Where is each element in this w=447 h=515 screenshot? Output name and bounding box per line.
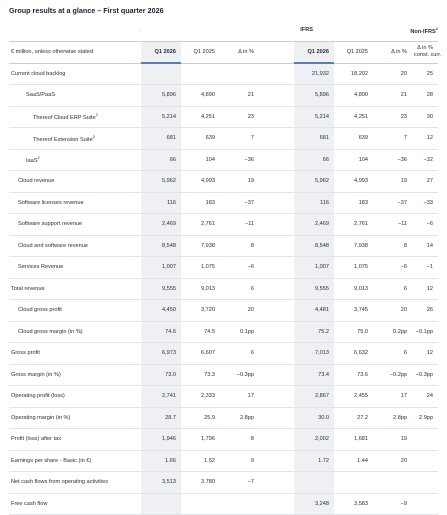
value-cell	[412, 429, 438, 451]
value-cell: 2,469	[294, 214, 334, 236]
gap-cell	[259, 257, 294, 279]
value-cell: 73.3	[181, 364, 220, 386]
row-label	[9, 364, 141, 386]
value-cell: 1,007	[141, 257, 181, 279]
row-label-text: Total revenue	[11, 285, 45, 292]
value-cell: 21,932	[294, 63, 334, 85]
value-cell: 7,938	[334, 235, 373, 257]
header-dot: .	[139, 27, 141, 34]
table-row	[9, 128, 438, 150]
value-cell: 2.9pp	[412, 407, 438, 429]
value-cell: −6	[412, 214, 438, 236]
table-row	[9, 429, 438, 451]
value-cell: 1,946	[141, 429, 181, 451]
value-cell: 2,741	[141, 386, 181, 408]
row-label	[9, 300, 141, 322]
row-label	[9, 278, 141, 300]
value-cell: 23	[220, 106, 259, 128]
row-label-text: Free cash flow	[11, 500, 48, 507]
value-cell: 30	[412, 106, 438, 128]
value-cell: 73.6	[334, 364, 373, 386]
value-cell: 6	[220, 278, 259, 300]
table-row	[9, 407, 438, 429]
value-cell: 12	[412, 278, 438, 300]
value-cell: 5,896	[294, 85, 334, 107]
nonifrs-group-header	[373, 20, 438, 41]
value-cell: 25.9	[181, 407, 220, 429]
row-label-text: Software licenses revenue	[18, 199, 84, 206]
row-label-text: Earnings per share - Basic (in €)	[11, 457, 92, 464]
value-cell: 73.0	[141, 364, 181, 386]
value-cell: 1.66	[141, 450, 181, 472]
row-label-text: Current cloud backlog	[11, 70, 66, 77]
value-cell: −11	[220, 214, 259, 236]
row-label-text: Profit (loss) after tax	[11, 436, 62, 443]
value-cell: 1,796	[181, 429, 220, 451]
value-cell: 1,075	[334, 257, 373, 279]
value-cell: 23	[373, 106, 412, 128]
value-cell: 19	[373, 429, 412, 451]
value-cell	[181, 63, 220, 85]
gap-cell	[259, 493, 294, 515]
value-cell: 12	[412, 128, 438, 150]
value-cell: 104	[334, 149, 373, 171]
value-cell	[334, 472, 373, 494]
table-body	[9, 63, 438, 515]
gap-cell	[259, 386, 294, 408]
gap-cell	[259, 343, 294, 365]
value-cell	[181, 493, 220, 515]
value-cell	[294, 472, 334, 494]
value-cell: 20	[373, 300, 412, 322]
value-cell: 681	[141, 128, 181, 150]
value-cell: 3,745	[334, 300, 373, 322]
value-cell: 5,962	[141, 171, 181, 193]
value-cell: 9,013	[334, 278, 373, 300]
row-footnote: 2	[92, 133, 95, 139]
table-row	[9, 235, 438, 257]
value-cell: 8,548	[294, 235, 334, 257]
value-cell: −7	[220, 472, 259, 494]
value-cell: 4,450	[141, 300, 181, 322]
value-cell: 2,455	[334, 386, 373, 408]
value-cell: 639	[181, 128, 220, 150]
row-label	[9, 493, 141, 515]
column-header-row	[9, 41, 438, 63]
value-cell: 6,973	[141, 343, 181, 365]
row-label-text: Cloud gross margin (in %)	[18, 328, 83, 335]
col-gap	[259, 41, 294, 63]
value-cell: 14	[412, 235, 438, 257]
value-cell: 27	[412, 171, 438, 193]
value-cell: 21	[373, 85, 412, 107]
value-cell: 7,938	[181, 235, 220, 257]
col-delta-nonifrs: Δ in %	[373, 41, 412, 63]
value-cell: −0.3pp	[220, 364, 259, 386]
value-cell: 1,075	[181, 257, 220, 279]
value-cell: 8	[220, 235, 259, 257]
value-cell: 5,214	[141, 106, 181, 128]
value-cell: 27.2	[334, 407, 373, 429]
value-cell: 18,202	[334, 63, 373, 85]
value-cell: 0.1pp	[220, 321, 259, 343]
value-cell: 26	[412, 300, 438, 322]
header-spacer	[9, 20, 141, 41]
value-cell: 24	[412, 386, 438, 408]
gap-cell	[259, 106, 294, 128]
value-cell: 3,583	[334, 493, 373, 515]
gap-cell	[259, 85, 294, 107]
table-row	[9, 321, 438, 343]
value-cell: 6	[220, 343, 259, 365]
col-delta-const-curr	[412, 41, 442, 63]
value-cell: 2,469	[141, 214, 181, 236]
value-cell: 25	[412, 63, 438, 85]
table-row	[9, 472, 438, 494]
value-cell: −36	[220, 149, 259, 171]
row-label-text: Net cash flows from operating activities	[11, 479, 108, 486]
value-cell: 3,780	[181, 472, 220, 494]
value-cell: 2,002	[294, 429, 334, 451]
nonifrs-label: Non-IFRS	[410, 28, 436, 35]
value-cell: 2,761	[181, 214, 220, 236]
value-cell: −37	[373, 192, 412, 214]
value-cell: 6,607	[181, 343, 220, 365]
row-label	[9, 450, 141, 472]
value-cell: 28.7	[141, 407, 181, 429]
value-cell: 116	[141, 192, 181, 214]
value-cell: 2.8pp	[220, 407, 259, 429]
row-label-text: SaaS/PaaS	[26, 92, 55, 99]
value-cell: 3,248	[294, 493, 334, 515]
value-cell: 73.4	[294, 364, 334, 386]
value-cell: −1	[412, 257, 438, 279]
row-label-text: Cloud and software revenue	[18, 242, 88, 249]
value-cell: 9,555	[141, 278, 181, 300]
value-cell: 1,007	[294, 257, 334, 279]
row-label-text: Software support revenue	[18, 221, 83, 228]
value-cell: 2,867	[294, 386, 334, 408]
col-const-curr-label: const. curr.	[414, 52, 442, 58]
value-cell: 5,896	[141, 85, 181, 107]
value-cell	[220, 493, 259, 515]
value-cell: −0.1pp	[412, 321, 438, 343]
value-cell	[412, 472, 438, 494]
value-cell	[141, 63, 181, 85]
gap-cell	[259, 300, 294, 322]
table-row	[9, 278, 438, 300]
gap-cell	[259, 278, 294, 300]
value-cell: −6	[220, 257, 259, 279]
table-row	[9, 343, 438, 365]
table-row	[9, 493, 438, 515]
value-cell: 104	[181, 149, 220, 171]
value-cell: 66	[141, 149, 181, 171]
table-row	[9, 450, 438, 472]
value-cell: −0.2pp	[373, 364, 412, 386]
row-label	[9, 235, 141, 257]
table-row	[9, 192, 438, 214]
row-footnote: 2	[95, 112, 98, 118]
value-cell: 9,555	[294, 278, 334, 300]
value-cell: 4,890	[181, 85, 220, 107]
value-cell: 30.0	[294, 407, 334, 429]
value-cell: 20	[373, 450, 412, 472]
value-cell: 2,761	[334, 214, 373, 236]
value-cell: 7,013	[294, 343, 334, 365]
value-cell: 4,890	[334, 85, 373, 107]
value-cell: −6	[373, 257, 412, 279]
value-cell: −33	[412, 192, 438, 214]
value-cell	[141, 493, 181, 515]
row-label	[9, 63, 141, 85]
value-cell: 6	[373, 343, 412, 365]
table-row	[9, 149, 438, 171]
value-cell: 0.2pp	[373, 321, 412, 343]
row-label-text: Operating profit (loss)	[11, 393, 65, 400]
value-cell: 74.5	[181, 321, 220, 343]
row-label-text: Gross margin (in %)	[11, 371, 61, 378]
value-cell: −9	[373, 493, 412, 515]
value-cell	[373, 472, 412, 494]
table-row	[9, 214, 438, 236]
value-cell: −37	[220, 192, 259, 214]
gap-cell	[259, 214, 294, 236]
row-label	[9, 257, 141, 279]
value-cell: −11	[373, 214, 412, 236]
value-cell: −36	[373, 149, 412, 171]
results-document	[9, 6, 442, 515]
value-cell: 5,214	[294, 106, 334, 128]
row-label	[9, 343, 141, 365]
row-label	[9, 85, 141, 107]
row-label	[9, 429, 141, 451]
row-label	[9, 192, 141, 214]
table-row	[9, 171, 438, 193]
value-cell: 4,251	[181, 106, 220, 128]
value-cell: 17	[373, 386, 412, 408]
table-row	[9, 63, 438, 85]
gap-cell	[259, 472, 294, 494]
col-delta-ifrs: Δ in %	[220, 41, 259, 63]
value-cell: 183	[181, 192, 220, 214]
value-cell	[412, 493, 438, 515]
table-row	[9, 364, 438, 386]
row-label	[9, 171, 141, 193]
value-cell: 17	[220, 386, 259, 408]
value-cell: 4,993	[334, 171, 373, 193]
value-cell: 19	[220, 171, 259, 193]
value-cell: 1,681	[334, 429, 373, 451]
row-label	[9, 321, 141, 343]
gap-cell	[259, 171, 294, 193]
value-cell: 3,513	[141, 472, 181, 494]
value-cell: 183	[334, 192, 373, 214]
row-label-text: Thereof Extension Suite	[33, 136, 93, 143]
gap-cell	[259, 149, 294, 171]
value-cell: −0.3pp	[412, 364, 438, 386]
row-label-text: Cloud gross profit	[18, 307, 62, 314]
table-row	[9, 300, 438, 322]
value-cell: 116	[294, 192, 334, 214]
table-row	[9, 386, 438, 408]
row-label	[9, 472, 141, 494]
results-table	[9, 20, 442, 515]
value-cell: 75.0	[334, 321, 373, 343]
value-cell: 12	[412, 343, 438, 365]
col-q1-2026-ifrs: Q1 2026	[141, 41, 181, 63]
value-cell: 4,993	[181, 171, 220, 193]
value-cell	[412, 450, 438, 472]
col-q1-2025-ifrs: Q1 2025	[181, 41, 220, 63]
value-cell: 1.44	[334, 450, 373, 472]
table-row	[9, 106, 438, 128]
value-cell: 2,333	[181, 386, 220, 408]
value-cell: 9,013	[181, 278, 220, 300]
value-cell: −32	[412, 149, 438, 171]
value-cell: 8,548	[141, 235, 181, 257]
value-cell: 75.2	[294, 321, 334, 343]
row-label-text: Operating margin (in %)	[11, 414, 71, 421]
value-cell: 4,481	[294, 300, 334, 322]
gap-cell	[259, 450, 294, 472]
value-cell: 21	[220, 85, 259, 107]
value-cell: 4,251	[334, 106, 373, 128]
row-label-text: Cloud revenue	[18, 178, 55, 185]
value-cell: 1.72	[294, 450, 334, 472]
page-title: Group results at a glance – First quarter 2026	[9, 6, 164, 15]
row-label	[9, 106, 141, 128]
value-cell: 28	[412, 85, 438, 107]
value-cell: 1.52	[181, 450, 220, 472]
table-row	[9, 85, 438, 107]
row-label-text: IaaS	[26, 158, 38, 165]
value-cell: 8	[220, 429, 259, 451]
unit-label: € million, unless otherwise stated	[9, 41, 141, 63]
gap-cell	[259, 235, 294, 257]
value-cell: 9	[220, 450, 259, 472]
value-cell: 19	[373, 171, 412, 193]
col-q1-2026-nonifrs: Q1 2026	[294, 41, 334, 63]
col-q1-2025-nonifrs: Q1 2025	[334, 41, 373, 63]
value-cell: 66	[294, 149, 334, 171]
row-label-text: Services Revenue	[18, 264, 64, 271]
table-row	[9, 257, 438, 279]
gap-cell	[259, 321, 294, 343]
value-cell: 6	[373, 278, 412, 300]
row-label-text: Thereof Cloud ERP Suite	[33, 115, 96, 122]
value-cell: 74.6	[141, 321, 181, 343]
gap-cell	[259, 192, 294, 214]
value-cell: 639	[334, 128, 373, 150]
value-cell: 7	[220, 128, 259, 150]
value-cell: 6,632	[334, 343, 373, 365]
col-delta-const-label: Δ in %	[417, 45, 434, 51]
row-label	[9, 407, 141, 429]
ifrs-group-header: IFRS	[141, 20, 373, 41]
value-cell: 3,720	[181, 300, 220, 322]
group-header-row	[9, 20, 438, 41]
row-label	[9, 386, 141, 408]
gap-cell	[259, 364, 294, 386]
row-label	[9, 128, 141, 150]
row-label	[9, 149, 141, 171]
value-cell: 8	[373, 235, 412, 257]
gap-cell	[259, 407, 294, 429]
value-cell: 20	[220, 300, 259, 322]
value-cell: 5,962	[294, 171, 334, 193]
gap-cell	[259, 128, 294, 150]
value-cell	[220, 63, 259, 85]
value-cell: 7	[373, 128, 412, 150]
nonifrs-footnote: 1	[435, 25, 439, 31]
gap-cell	[259, 429, 294, 451]
value-cell: 2.8pp	[373, 407, 412, 429]
row-label	[9, 214, 141, 236]
row-label-text: Gross profit	[11, 350, 40, 357]
value-cell: 20	[373, 63, 412, 85]
value-cell: 681	[294, 128, 334, 150]
row-footnote: 2	[37, 155, 40, 161]
gap-cell	[259, 63, 294, 85]
